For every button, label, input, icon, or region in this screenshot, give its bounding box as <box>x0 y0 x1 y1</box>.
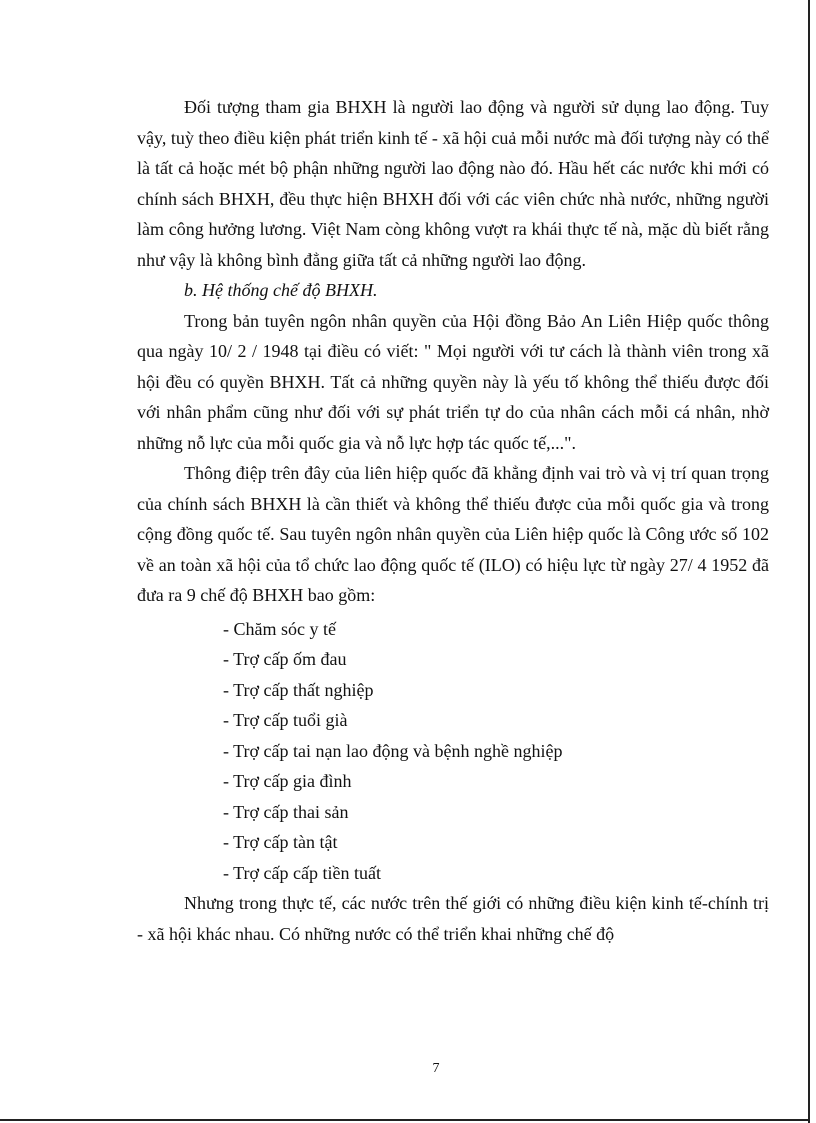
benefit-list <box>137 614 769 889</box>
list-item: - Trợ cấp thai sản <box>223 801 349 822</box>
page-number: 7 <box>432 1061 440 1076</box>
list-item: - Chăm sóc y tế <box>223 618 336 639</box>
page-border-right <box>808 0 810 1123</box>
page-border-bottom <box>0 1119 810 1121</box>
paragraph-human-rights-declaration: Trong bản tuyên ngôn nhân quyền của Hội đồng Bảo An Liên Hiệp quốc thông qua ngày 10/ 2 / 1948 tại điều có viết: " Mọi người với tư cách là thành viên trong xã hội đều có quyền BHXH. Tất cả những quyền này là yếu tố không thể thiếu được đối với nhân phẩm cũng như đối với sự phát triển tự do của nhân cách mỗi cá nhân, nhờ những nỗ lực của mỗi quốc gia và nỗ lực hợp tác quốc tế,...". <box>137 310 769 453</box>
paragraph-ilo-convention: Thông điệp trên đây của liên hiệp quốc đã khẳng định vai trò và vị trí quan trọng của chính sách BHXH là cần thiết và không thể thiếu được của mỗi quốc gia và trong cộng đồng quốc tế. Sau tuyên ngôn nhân quyền của Liên hiệp quốc là Công ước số 102 về an toàn xã hội của tổ chức lao động quốc tế (ILO) có hiệu lực từ ngày 27/ 4 1952 đã đưa ra 9 chế độ BHXH bao gồm: <box>137 463 769 605</box>
list-item: - Trợ cấp ốm đau <box>223 649 347 669</box>
list-item: - Trợ cấp thất nghiệp <box>223 679 374 700</box>
paragraph-in-practice: Nhưng trong thực tế, các nước trên thế giới có những điều kiện kinh tế-chính trị - xã hội khác nhau. Có những nước có thể triển khai những chế độ <box>137 893 769 944</box>
section-heading-b: b. Hệ thống chế độ BHXH. <box>184 280 378 300</box>
list-item: - Trợ cấp tai nạn lao động và bệnh nghề nghiệp <box>223 740 563 761</box>
paragraph-participants: Đối tượng tham gia BHXH là người lao động và người sử dụng lao động. Tuy vậy, tuỳ theo điều kiện phát triển kinh tế - xã hội cuả mỗi nước mà đối tượng này có thể là tất cả hoặc mét bộ phận những người lao động nào đó. Hầu hết các nước khi mới có chính sách BHXH, đều thực hiện BHXH đối với các viên chức nhà nước, những người làm công hưởng lương. Việt Nam còng không vượt ra khái thực tế nà, mặc dù biết rằng như vậy là không bình đẳng giữa tất cả những người lao động. <box>137 97 769 270</box>
document-body <box>137 92 769 949</box>
list-item: - Trợ cấp tuổi già <box>223 710 348 730</box>
list-item: - Trợ cấp tàn tật <box>223 832 338 852</box>
list-item: - Trợ cấp cấp tiền tuất <box>223 862 381 883</box>
list-item: - Trợ cấp gia đình <box>223 771 352 791</box>
